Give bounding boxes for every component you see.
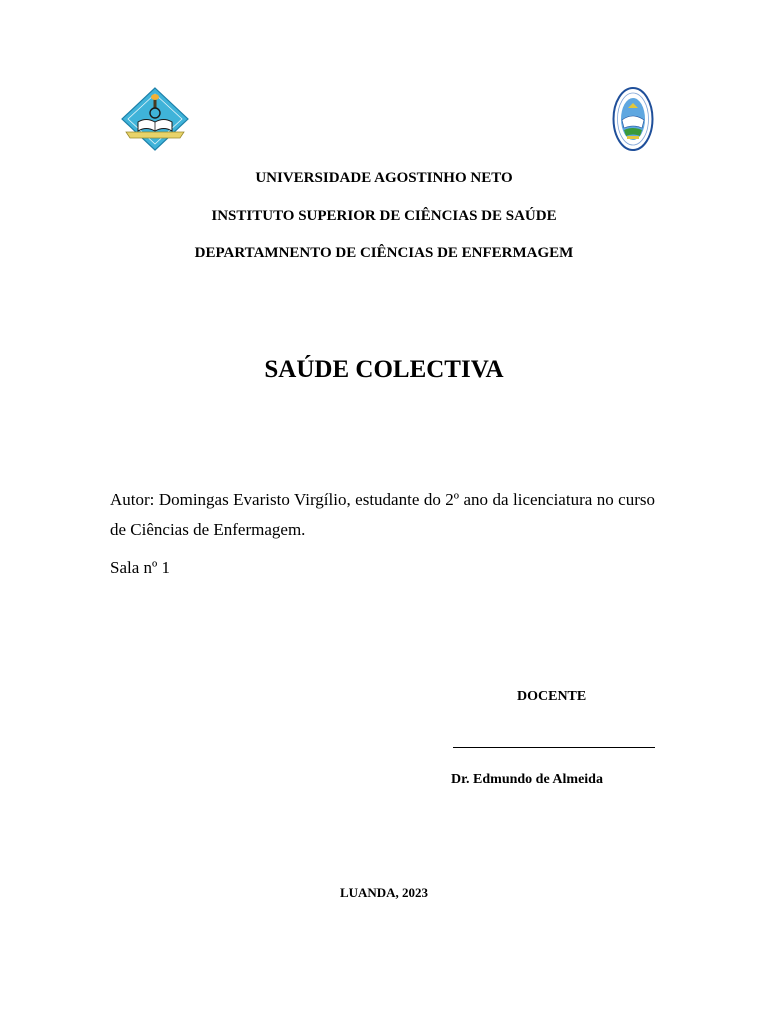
signature-line (453, 747, 655, 748)
institute-seal-icon (612, 86, 654, 152)
docente-label: DOCENTE (517, 689, 587, 704)
department-name: DEPARTAMNENTO DE CIÊNCIAS DE ENFERMAGEM (194, 245, 574, 261)
institute-name: INSTITUTO SUPERIOR DE CIÊNCIAS DE SAÚDE (211, 208, 557, 224)
document-title: SAÚDE COLECTIVA (264, 356, 504, 383)
university-emblem-icon (120, 86, 190, 152)
room-number: Sala nº 1 (110, 558, 171, 577)
docente-name: Dr. Edmundo de Almeida (451, 772, 603, 787)
author-paragraph: Autor: Domingas Evaristo Virgílio, estudante do 2º ano da licenciatura no curso de Ciências de Enfermagem. (110, 490, 655, 539)
place-and-year: LUANDA, 2023 (339, 885, 429, 900)
university-name: UNIVERSIDADE AGOSTINHO NETO (255, 170, 513, 186)
